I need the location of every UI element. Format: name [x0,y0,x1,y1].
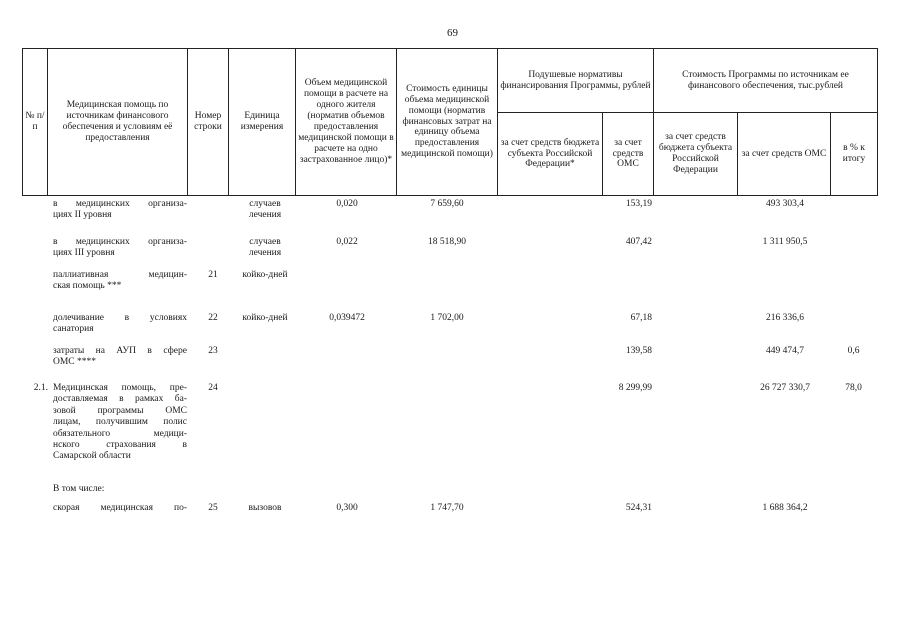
header-row: Номер строки [188,49,229,196]
row-volume: 0,020 [336,199,358,209]
row-line-number: 25 [208,503,218,513]
row-line-number: 23 [208,346,218,356]
row-name-line: ская помощь *** [53,281,122,292]
row-line-number: 21 [208,270,218,280]
row-unit: вызовов [248,503,282,513]
row-name-line: санатория [53,324,94,335]
row-name-line: обязательного медици- [53,428,187,439]
row-unit: койко-дней [242,270,288,280]
header-name: Медицинская помощь по источникам финансового обеспечения и условиям её предоставления [48,49,188,196]
row-cost-oms: 449 474,7 [766,346,804,356]
row-name-line: затраты на АУП в сфере [53,346,187,356]
row-volume: 0,039472 [329,313,365,323]
header-norm-oms: за счет средств ОМС [603,113,654,196]
row-name-line: циях II уровня [53,210,112,221]
header-group-norm: Подушевые нормативы финансирования Программы, рублей [498,49,654,113]
row-cost: 1 702,00 [430,313,464,323]
row-name-line: долечивание в условиях [53,313,187,323]
row-name-line: доставляемая в рамках ба- [53,394,187,405]
header-num: № п/п [23,49,48,196]
header-norm-budget: за счет средств бюджета субъекта Российской Федерации* [498,113,603,196]
row-line-number: 24 [208,383,218,393]
row-name-line: лицам, получившим полис [53,417,187,428]
header-unit: Единица измерения [229,49,296,196]
row-cost-oms: 493 303,4 [766,199,804,209]
page-number: 69 [447,27,458,39]
row-norm-oms: 139,58 [625,346,652,356]
row-name-line: в медицинских организа- [53,237,187,247]
row-volume: 0,300 [336,503,358,513]
header-volume: Объем медицинской помощи в расчете на одного жителя (норматив объемов предоставления медицинской помощи в расчете на одно застрахованное лицо)* [296,49,397,196]
row-name-line: скорая медицинская по- [53,503,187,513]
row-name-line: паллиативная медицин- [53,270,187,280]
row-norm-oms: 407,42 [625,237,652,247]
row-name-line: нского страхования в [53,440,187,450]
row-unit: случаев [249,199,281,209]
row-pct: 0,6 [847,346,860,356]
row-name-line: циях III уровня [53,248,115,259]
row-unit: койко-дней [242,313,288,323]
row-norm-oms: 67,18 [630,313,652,323]
row-unit: случаев [249,237,281,247]
header-group-cost: Стоимость Программы по источникам ее финансового обеспечения, тыс.рублей [654,49,878,113]
row-number: 2.1. [33,383,48,393]
header-cost-pct: в % к итогу [831,113,878,196]
row-name-line: в медицинских организа- [53,199,187,209]
row-norm-oms: 524,31 [625,503,652,513]
row-norm-oms: 153,19 [625,199,652,209]
row-norm-oms: 8 299,99 [618,383,652,393]
row-cost-oms: 216 336,6 [766,313,804,323]
header-table [22,48,878,196]
row-line-number: 22 [208,313,218,323]
header-cost-oms: за счет средств ОМС [738,113,831,196]
header-cost-budget: за счет средств бюджета субъекта Российской Федерации [654,113,738,196]
row-name-line: зовой программы ОМС [53,405,187,416]
row-unit: лечения [248,248,282,259]
row-cost-oms: 26 727 330,7 [760,383,810,393]
row-name-line: Самарской области [53,451,131,462]
row-cost-oms: 1 311 950,5 [762,237,808,247]
row-unit: лечения [248,210,282,221]
row-pct: 78,0 [845,383,862,393]
row-cost: 18 518,90 [428,237,466,247]
row-name-line: ОМС **** [53,357,97,368]
row-name-line: В том числе: [53,484,105,494]
row-cost: 7 659,60 [430,199,464,209]
row-volume: 0,022 [336,237,358,247]
row-name-line: Медицинская помощь, пре- [53,383,187,393]
header-cost: Стоимость единицы объема медицинской помощи (норматив финансовых затрат на единицу объема предоставления медицинской помощи) [397,49,498,196]
row-cost: 1 747,70 [430,503,464,513]
row-cost-oms: 1 688 364,2 [762,503,808,513]
